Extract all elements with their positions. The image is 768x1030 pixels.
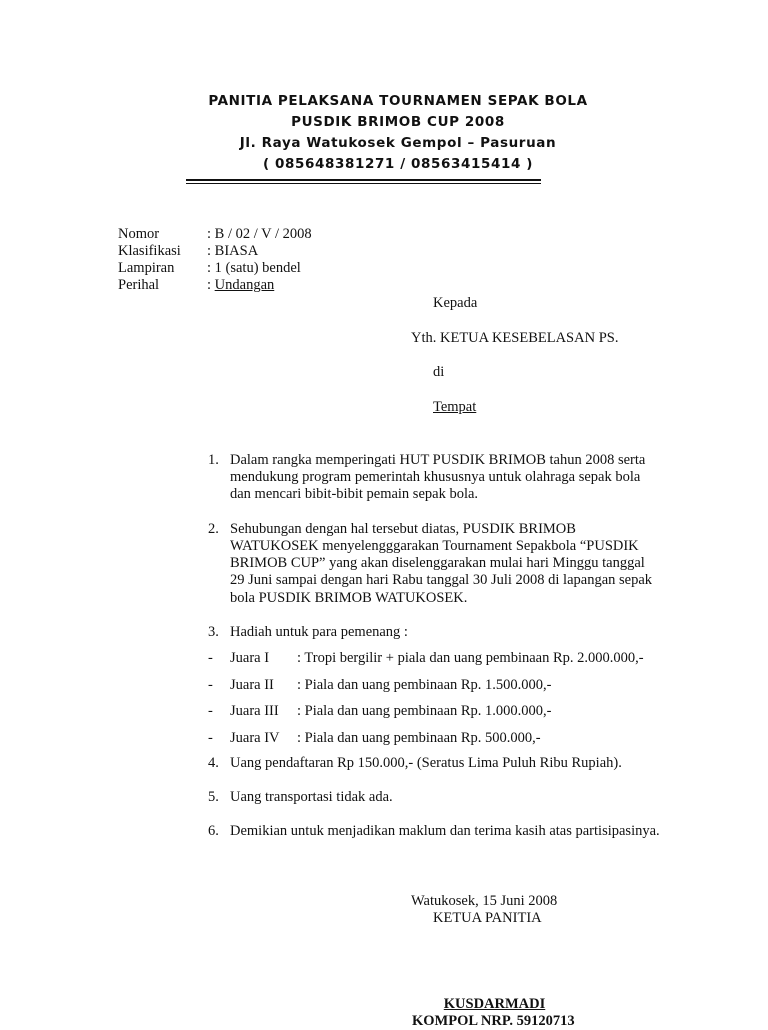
prize-description: : Tropi bergilir + piala dan uang pembinaan Rp. 2.000.000,- <box>297 650 644 666</box>
letterhead-line-2: PUSDIK BRIMOB CUP 2008 <box>291 114 505 130</box>
signatory-name: KUSDARMADI <box>443 996 546 1012</box>
point-3-text: Hadiah untuk para pemenang : <box>230 624 408 640</box>
point-1-line-1: Dalam rangka memperingati HUT PUSDIK BRIMOB tahun 2008 serta <box>230 452 646 468</box>
lampiran-label: Lampiran <box>118 260 175 276</box>
prize-rank: Juara IV <box>230 730 280 746</box>
prize-rank: Juara I <box>230 650 270 666</box>
point-6-text: Demikian untuk menjadikan maklum dan terima kasih atas partisipasinya. <box>230 823 660 839</box>
perihal-colon: : <box>207 277 215 293</box>
recipient-di: di <box>433 364 445 380</box>
signature-place-date: Watukosek, 15 Juni 2008 <box>411 893 558 909</box>
kepada: Kepada <box>433 295 478 311</box>
prize-dash: - <box>208 730 213 746</box>
prize-rank: Juara II <box>230 677 274 693</box>
lampiran-value: : 1 (satu) bendel <box>207 260 301 276</box>
perihal-value-line <box>207 277 274 294</box>
recipient-tempat: Tempat <box>433 399 477 415</box>
point-1-line-3: dan mencari bibit-bibit pemain sepak bola. <box>230 486 479 502</box>
prize-dash: - <box>208 703 213 719</box>
perihal-value: Undangan <box>214 277 275 293</box>
letterhead-address: Jl. Raya Watukosek Gempol – Pasuruan <box>239 135 557 151</box>
nomor-value: : B / 02 / V / 2008 <box>207 226 312 242</box>
signatory-rank-nrp: KOMPOL NRP. 59120713 <box>412 1013 575 1029</box>
prize-dash: - <box>208 650 213 666</box>
point-4-number: 4. <box>208 755 219 771</box>
prize-description: : Piala dan uang pembinaan Rp. 1.500.000,- <box>297 677 552 693</box>
klasifikasi-label: Klasifikasi <box>118 243 181 259</box>
prize-rank: Juara III <box>230 703 279 719</box>
point-3-number: 3. <box>208 624 219 640</box>
point-2-line-3: BRIMOB CUP” yang akan diselenggarakan mulai hari Minggu tanggal <box>230 555 645 571</box>
signature-title: KETUA PANITIA <box>433 910 542 926</box>
perihal-label: Perihal <box>118 277 160 293</box>
prize-dash: - <box>208 677 213 693</box>
point-5-text: Uang transportasi tidak ada. <box>230 789 393 805</box>
point-2-line-4: 29 Juni sampai dengan hari Rabu tanggal 30 Juli 2008 di lapangan sepak <box>230 572 653 588</box>
point-6-number: 6. <box>208 823 219 839</box>
nomor-label: Nomor <box>118 226 160 242</box>
letterhead-rule-thin <box>186 183 541 184</box>
letterhead-rule-thick <box>186 179 541 181</box>
recipient-yth: Yth. KETUA KESEBELASAN PS. <box>411 330 619 346</box>
point-2-line-5: bola PUSDIK BRIMOB WATUKOSEK. <box>230 590 468 606</box>
point-4-text: Uang pendaftaran Rp 150.000,- (Seratus Lima Puluh Ribu Rupiah). <box>230 755 622 771</box>
point-1-number: 1. <box>208 452 219 468</box>
letterhead-phone: ( 085648381271 / 08563415414 ) <box>262 156 534 172</box>
letterhead-line-1: PANITIA PELAKSANA TOURNAMEN SEPAK BOLA <box>208 93 588 109</box>
point-2-number: 2. <box>208 521 219 537</box>
point-5-number: 5. <box>208 789 219 805</box>
point-1-line-2: mendukung program pemerintah khususnya untuk olahraga sepak bola <box>230 469 641 485</box>
klasifikasi-value: : BIASA <box>207 243 259 259</box>
point-2-line-1: Sehubungan dengan hal tersebut diatas, PUSDIK BRIMOB <box>230 521 576 537</box>
prize-description: : Piala dan uang pembinaan Rp. 500.000,- <box>297 730 541 746</box>
point-2-line-2: WATUKOSEK menyelengggarakan Tournament Sepakbola “PUSDIK <box>230 538 639 554</box>
prize-description: : Piala dan uang pembinaan Rp. 1.000.000,- <box>297 703 552 719</box>
